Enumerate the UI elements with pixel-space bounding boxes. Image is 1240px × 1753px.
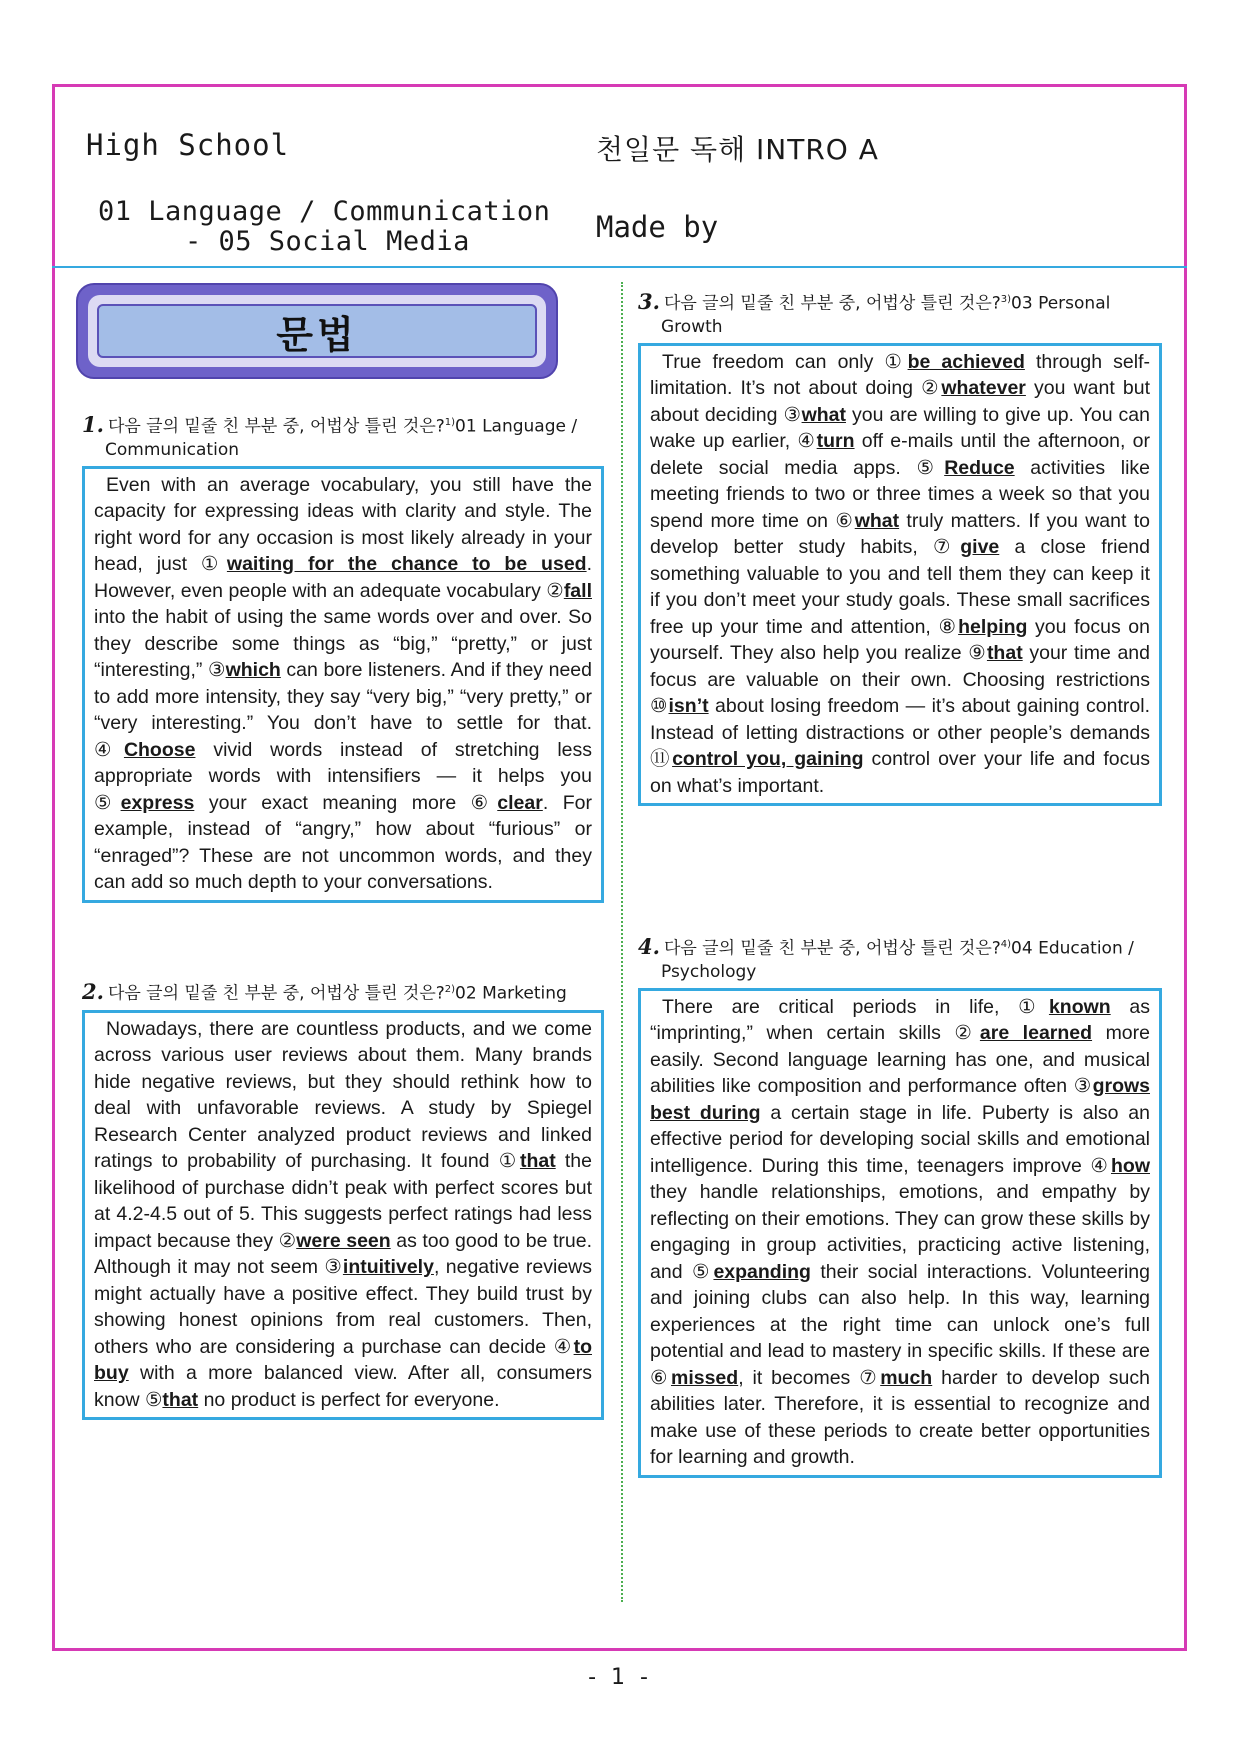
passage-text: into the habit of using the same words over and over. So they describe some things as “big,” “pretty,” or just “interesting,” ③ (94, 606, 592, 682)
made-by-label: Made by (596, 210, 719, 244)
underlined-choice: clear (497, 791, 543, 814)
question-4 (638, 933, 1162, 1478)
underlined-choice: known (1048, 995, 1111, 1018)
underlined-choice: helping (958, 615, 1028, 638)
passage-text: through self-limitation. It’s not about doing ② (650, 350, 1151, 400)
passage-text: . However, even people with an adequate vocabulary ② (94, 553, 592, 602)
passage-text: can bore listeners. And if they need to add more intensity, they say “very big,” “very pretty,” or “very interesting.” You don’t have to settle for that. ④ (94, 659, 592, 761)
school-label: High School (86, 128, 290, 162)
passage-text: as “imprinting,” when certain skills ② (650, 995, 1150, 1045)
passage-text: your time and focus are valuable on their own. Choosing restrictions ⑩ (650, 642, 1150, 718)
topic-label-cont: Psychology (661, 961, 757, 982)
question-prompt (638, 288, 1162, 339)
question-2 (82, 978, 604, 1420)
passage-text: . For example, instead of “angry,” how about “furious” or “enraged”? These are not uncommon words, and they can add so much depth to your conversations. (94, 791, 592, 894)
topic-label: 03 Personal (1011, 293, 1111, 314)
underlined-choice: how (1111, 1154, 1150, 1177)
topic-label-cont: Growth (661, 316, 723, 337)
underlined-choice: isn’t (668, 695, 709, 718)
question-3 (638, 288, 1162, 806)
passage-text: , negative reviews might actually have a positive effect. They build trust by showing honest opinions from real customers. Then, others who are considering a purchase can decide ④ (94, 1256, 593, 1358)
topic-label: 02 Marketing (455, 983, 567, 1004)
passage-box (82, 466, 604, 903)
underlined-choice: that (519, 1150, 556, 1173)
passage-text: the likelihood of purchase didn’t peak with perfect scores but at 4.2-4.5 out of 5. This suggests perfect ratings had less impact because they ② (94, 1150, 592, 1252)
column-divider (621, 282, 623, 1602)
passage-text: a close friend something valuable to you and tell them they can keep it if you don’t meet your study goals. These small sacrifices free up your time and attention, ⑧ (650, 536, 1150, 638)
topic-label-cont: Communication (105, 439, 239, 460)
passage-box (638, 343, 1162, 807)
underlined-choice: to buy (94, 1335, 592, 1385)
underlined-choice: whatever (941, 377, 1026, 400)
book-title: 천일문 독해 INTRO A (596, 133, 879, 166)
passage-box (82, 1010, 604, 1421)
underlined-choice: missed (670, 1366, 739, 1389)
underlined-choice: waiting for the chance to be used (226, 553, 587, 576)
unit-title-line1: 01 Language / Communication (98, 196, 551, 227)
header-divider (52, 266, 1187, 268)
passage-text: control over your life and focus on what’s important. (650, 748, 1150, 797)
passage-text: you focus on yourself. They also help you realize ⑨ (650, 615, 1150, 665)
underlined-choice: that (986, 642, 1023, 665)
footnote-ref: 2) (444, 984, 456, 995)
passage-text: truly matters. If you want to develop better study habits, ⑦ (650, 509, 1150, 559)
footnote-ref: 3) (1000, 294, 1012, 305)
passage-text: There are critical periods in life, ① (662, 995, 1049, 1018)
prompt-text: 다음 글의 밑줄 친 부분 중, 어법상 틀린 것은? (663, 938, 1001, 959)
question-1 (82, 411, 604, 903)
underlined-choice: what (801, 403, 846, 426)
passage-text: their social interactions. Volunteering and joining clubs can also help. In this way, learning experiences at the right time can unlock one’s full potential and lead to mastery in specific skills. If these are ⑥ (650, 1260, 1150, 1389)
underlined-choice: that (162, 1388, 199, 1411)
passage-text: Even with an average vocabulary, you still have the capacity for expressing ideas with clarity and style. The right word for any occasion is most likely already in your head, just ① (94, 473, 592, 576)
passage-text: harder to develop such abilities later. Therefore, it is essential to recognize and make use of these periods to create better opportunities for learning and growth. (650, 1366, 1150, 1469)
passage-text: off e-mails until the afternoon, or delete social media apps. ⑤ (650, 430, 1150, 479)
underlined-choice: express (120, 791, 195, 814)
question-number: 1. (82, 411, 104, 437)
passage-box (638, 988, 1162, 1478)
underlined-choice: much (880, 1366, 933, 1389)
passage-text: activities like meeting friends to two or three times a week so that you spend more time on ⑥ (650, 456, 1150, 532)
prompt-text: 다음 글의 밑줄 친 부분 중, 어법상 틀린 것은? (107, 416, 445, 437)
passage-text: you want but about deciding ③ (650, 377, 1150, 426)
section-title: 문법 (276, 312, 358, 357)
underlined-choice: give (960, 536, 1000, 559)
topic-label: 01 Language / (455, 416, 578, 437)
passage-text: your exact meaning more ⑥ (194, 791, 498, 814)
question-number: 2. (82, 978, 104, 1004)
footnote-ref: 4) (1000, 939, 1012, 950)
question-prompt (82, 411, 604, 462)
underlined-choice: what (854, 509, 900, 532)
unit-title-line2: - 05 Social Media (185, 226, 470, 257)
passage-text: , it becomes ⑦ (738, 1366, 881, 1389)
page-number: - 1 - (588, 1665, 652, 1690)
passage-text: Nowadays, there are countless products, and we come across various user reviews about them. Many brands hide negative reviews, but they should rethink how to deal with unfavorable reviews. A study by Spiegel Research Center analyzed product reviews and linked ratings to probability of purchasing. It found ① (94, 1017, 592, 1173)
passage-text: as too good to be true. Although it may not seem ③ (94, 1229, 592, 1279)
prompt-text: 다음 글의 밑줄 친 부분 중, 어법상 틀린 것은? (107, 983, 445, 1004)
passage-text: more easily. Second language learning has one, and musical abilities like composition and performance often ③ (650, 1022, 1150, 1098)
underlined-choice: fall (563, 579, 592, 602)
passage-text: you are willing to give up. You can wake up earlier, ④ (650, 403, 1150, 453)
underlined-choice: grows best during (650, 1075, 1150, 1124)
question-prompt (638, 933, 1162, 984)
topic-label: 04 Education / (1011, 938, 1134, 959)
underlined-choice: control you, gaining (672, 748, 864, 771)
underlined-choice: intuitively (342, 1256, 434, 1279)
passage-text: they handle relationships, emotions, and empathy by reflecting on their emotions. They can grow these skills by engaging in group activities, practicing active listening, and ⑤ (650, 1181, 1150, 1283)
passage-text: about losing freedom — it’s about gaining control. Instead of letting distractions or other people’s demands ⑪ (650, 695, 1150, 771)
question-number: 3. (638, 288, 660, 314)
underlined-choice: were seen (296, 1229, 391, 1252)
underlined-choice: turn (816, 430, 855, 453)
underlined-choice: Choose (123, 738, 196, 761)
underlined-choice: be achieved (907, 350, 1025, 373)
question-prompt (82, 978, 604, 1006)
passage-text: no product is perfect for everyone. (198, 1388, 500, 1411)
prompt-text: 다음 글의 밑줄 친 부분 중, 어법상 틀린 것은? (663, 293, 1001, 314)
underlined-choice: Reduce (944, 456, 1015, 479)
question-number: 4. (638, 933, 660, 959)
section-banner (76, 283, 558, 379)
underlined-choice: are learned (979, 1022, 1093, 1045)
footnote-ref: 1) (444, 417, 456, 428)
underlined-choice: expanding (713, 1260, 811, 1283)
passage-text: with a more balanced view. After all, consumers know ⑤ (94, 1362, 592, 1411)
passage-text: a certain stage in life. Puberty is also an effective period for developing social skills and emotional intelligence. During this time, teenagers improve ④ (650, 1101, 1150, 1177)
passage-text: vivid words instead of stretching less appropriate words with intensifiers — it helps you ⑤ (94, 738, 592, 814)
underlined-choice: which (225, 659, 281, 682)
passage-text: True freedom can only ① (662, 350, 908, 373)
